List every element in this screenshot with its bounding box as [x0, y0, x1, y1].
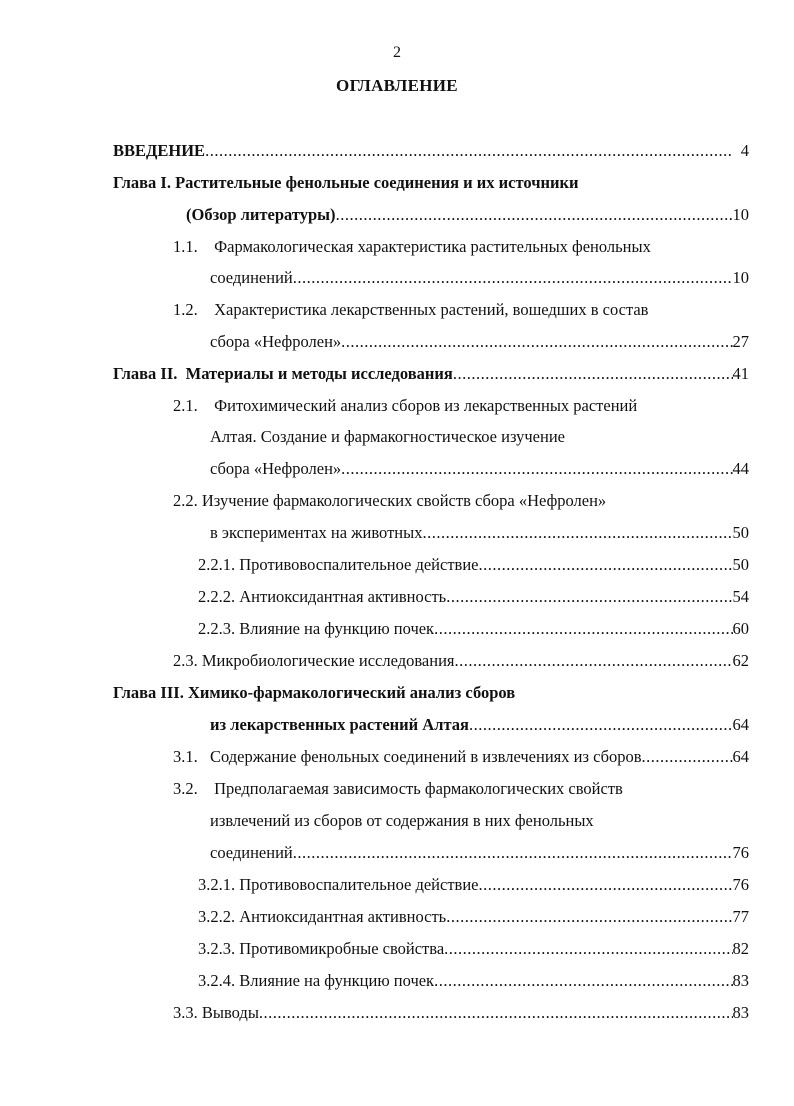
toc-entry-title: в экспериментах на животных — [210, 523, 423, 542]
toc-section-2-2-cont — [210, 521, 749, 545]
toc-page-number: 10 — [732, 205, 749, 224]
toc-section-1-2 — [173, 298, 753, 322]
toc-entry-title: 3.3. Выводы — [173, 1003, 259, 1022]
toc-chapter-3-cont — [210, 713, 749, 737]
dot-leader — [469, 713, 733, 737]
toc-subsection-2-2-2 — [198, 585, 749, 609]
toc-entry-title: соединений — [210, 843, 293, 862]
toc-subsection-2-2-1 — [198, 553, 749, 577]
toc-entry-title: 2.3. Микробиологические исследования — [173, 651, 455, 670]
toc-entry-title-wrap — [173, 745, 642, 769]
toc-entry-title: Содержание фенольных соединений в извлечениях из сборов — [210, 747, 642, 766]
toc-subsection-3-2-4 — [198, 969, 749, 993]
toc-page-number: 77 — [732, 907, 749, 926]
toc-page-number: 60 — [732, 619, 749, 638]
toc-subsection-3-2-3 — [198, 937, 749, 961]
section-number: 2.1. — [173, 396, 198, 415]
toc-entry-title: 3.2.2. Антиоксидантная активность — [198, 907, 447, 926]
toc-chapter-1-title: Глава I. Растительные фенольные соединения и их источники — [113, 173, 579, 192]
dot-leader — [341, 457, 732, 481]
toc-chapter-3-title: Глава III. Химико-фармакологический анализ сборов — [113, 683, 516, 702]
dot-leader — [446, 905, 732, 929]
dot-leader — [293, 266, 733, 290]
dot-leader — [434, 617, 732, 641]
page-number: 2 — [393, 44, 401, 61]
toc-subsection-3-2-1 — [198, 873, 749, 897]
toc-entry-title: 3.2.1. Противовоспалительное действие — [198, 875, 479, 894]
dot-leader — [341, 330, 732, 354]
toc-section-2-1-cont2 — [210, 457, 749, 481]
toc-entry-intro — [113, 139, 749, 163]
toc-page-number: 10 — [732, 268, 749, 287]
toc-entry-title: 2.2.1. Противовоспалительное действие — [198, 555, 479, 574]
toc-page-number: 82 — [732, 939, 749, 958]
toc-entry-title: (Обзор литературы) — [186, 205, 336, 224]
toc-section-1-1-cont — [210, 266, 749, 290]
dot-leader — [336, 203, 733, 227]
toc-page-number: 50 — [732, 523, 749, 542]
toc-section-3-3 — [173, 1001, 749, 1025]
section-number: 1.2. — [173, 300, 198, 319]
dot-leader — [446, 585, 732, 609]
dot-leader — [444, 937, 732, 961]
dot-leader — [434, 969, 732, 993]
toc-page-number: 41 — [732, 364, 749, 383]
toc-page-number: 83 — [732, 1003, 749, 1022]
dot-leader — [642, 745, 733, 769]
toc-section-3-2 — [173, 777, 753, 801]
dot-leader — [479, 873, 733, 897]
dot-leader — [453, 362, 733, 386]
toc-page-number: 76 — [732, 843, 749, 862]
toc-section-3-1 — [173, 745, 749, 769]
toc-entry-title: 2.2.2. Антиоксидантная активность — [198, 587, 447, 606]
toc-entry-title: Характеристика лекарственных растений, вошедших в состав — [214, 300, 649, 319]
toc-page-number: 64 — [732, 715, 749, 734]
dot-leader — [293, 841, 733, 865]
toc-chapter-1-cont — [186, 203, 749, 227]
toc-section-2-3 — [173, 649, 749, 673]
toc-page-number: 62 — [732, 651, 749, 670]
toc-page-number: 83 — [732, 971, 749, 990]
toc-page-number: 76 — [732, 875, 749, 894]
dot-leader — [455, 649, 733, 673]
toc-subsection-3-2-2 — [198, 905, 749, 929]
toc-entry-title: Глава II. Материалы и методы исследования — [113, 364, 453, 383]
toc-entry-title: соединений — [210, 268, 293, 287]
toc-section-3-2-cont: извлечений из сборов от содержания в них фенольных — [210, 811, 594, 830]
toc-entry-title: Фармакологическая характеристика растительных фенольных — [214, 237, 651, 256]
toc-entry-title: 3.2.3. Противомикробные свойства — [198, 939, 445, 958]
dot-leader — [422, 521, 732, 545]
toc-page-number: 64 — [732, 747, 749, 766]
toc-entry-title: сбора «Нефролен» — [210, 459, 342, 478]
toc-section-2-2: 2.2. Изучение фармакологических свойств сбора «Нефролен» — [173, 491, 607, 510]
dot-leader — [479, 553, 733, 577]
toc-page-number: 4 — [740, 141, 749, 160]
toc-entry-title: ВВЕДЕНИЕ — [113, 141, 206, 160]
section-number: 3.2. — [173, 779, 198, 798]
toc-page-number: 50 — [732, 555, 749, 574]
toc-section-1-1 — [173, 235, 753, 259]
toc-entry-title: сбора «Нефролен» — [210, 332, 342, 351]
toc-section-3-2-cont2 — [210, 841, 749, 865]
section-number: 1.1. — [173, 237, 198, 256]
toc-entry-title: 3.2.4. Влияние на функцию почек — [198, 971, 435, 990]
toc-section-2-1-cont: Алтая. Создание и фармакогностическое изучение — [210, 427, 565, 446]
section-number: 3.1. — [173, 747, 198, 766]
toc-subsection-2-2-3 — [198, 617, 749, 641]
toc-section-2-1 — [173, 394, 753, 418]
toc-entry-title: Предполагаемая зависимость фармакологических свойств — [214, 779, 623, 798]
toc-page-number: 54 — [732, 587, 749, 606]
dot-leader — [205, 139, 733, 163]
toc-entry-title: Фитохимический анализ сборов из лекарственных растений — [214, 396, 638, 415]
dot-leader — [259, 1001, 733, 1025]
toc-entry-title: из лекарственных растений Алтая — [210, 715, 469, 734]
toc-section-1-2-cont — [210, 330, 749, 354]
toc-page-number: 27 — [732, 332, 749, 351]
toc-page-number: 44 — [732, 459, 749, 478]
page-title: ОГЛАВЛЕНИЕ — [336, 76, 458, 95]
toc-chapter-2 — [113, 362, 749, 386]
toc-entry-title: 2.2.3. Влияние на функцию почек — [198, 619, 435, 638]
